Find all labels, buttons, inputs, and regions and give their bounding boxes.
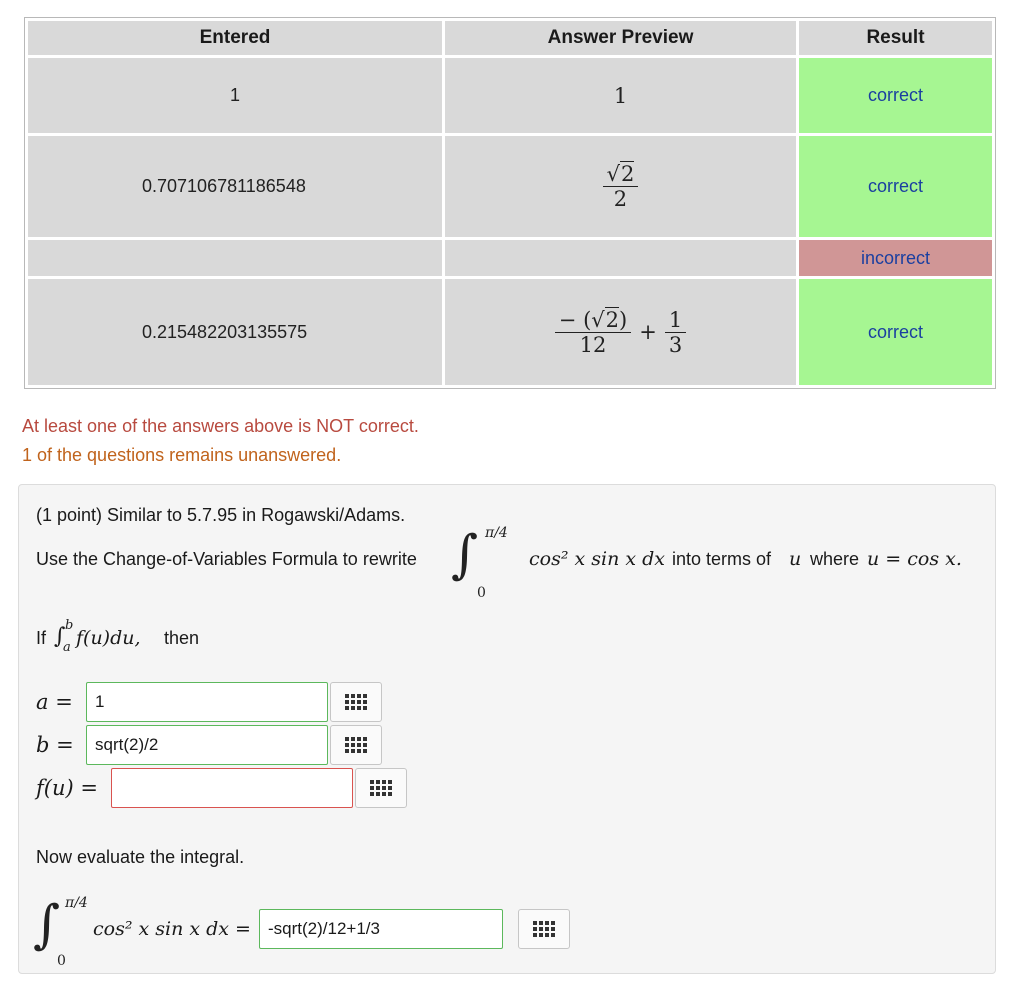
if-label: If bbox=[36, 628, 47, 648]
not-correct-message: At least one of the answers above is NOT correct. bbox=[22, 416, 419, 436]
f-input[interactable] bbox=[111, 768, 353, 808]
final-input[interactable]: -sqrt(2)/12+1/3 bbox=[259, 909, 503, 949]
final-integral-symbol: ∫ bbox=[33, 895, 61, 955]
rewrite-prompt: Use the Change-of-Variables Formula to rewrite bbox=[36, 549, 417, 569]
header-answer-preview: Answer Preview bbox=[445, 21, 796, 55]
b-input[interactable]: sqrt(2)/2 bbox=[86, 725, 328, 765]
if-upper-limit: b bbox=[65, 618, 74, 633]
if-lower-limit: a bbox=[63, 640, 71, 655]
row4-entered: 0.215482203135575 bbox=[28, 279, 442, 385]
keyboard-icon bbox=[345, 737, 367, 753]
answer-f-row bbox=[36, 768, 407, 808]
row2-entered: 0.707106781186548 bbox=[28, 136, 442, 237]
sqrt2-over-2: $\frac{√2}{2}$ bbox=[603, 162, 639, 211]
if-integral-symbol: ∫ bbox=[54, 624, 66, 649]
b-label: b = bbox=[36, 733, 74, 757]
evaluate-prompt: Now evaluate the integral. bbox=[36, 847, 245, 867]
row1-preview: 1 bbox=[445, 58, 796, 133]
integrand: cos² x sin x dx bbox=[529, 548, 665, 570]
lower-limit: 0 bbox=[477, 585, 486, 601]
a-math-keyboard-button[interactable] bbox=[330, 682, 382, 722]
one-third: $\frac{1}{3}$ bbox=[665, 308, 686, 357]
f-label: f(u) = bbox=[36, 776, 98, 800]
answer-b-row bbox=[36, 725, 382, 765]
neg-sqrt2-over-12: $\frac{- (√2)}{12}$ bbox=[555, 308, 631, 357]
keyboard-icon bbox=[370, 780, 392, 796]
problem-panel bbox=[18, 484, 996, 974]
final-answer-row bbox=[259, 909, 570, 949]
header-entered: Entered bbox=[28, 21, 442, 55]
row1-entered: 1 bbox=[28, 58, 442, 133]
row4-preview: $\frac{- (√2)}{12}$ + $\frac{1}{3}$ bbox=[445, 279, 796, 385]
final-integrand: cos² x sin x dx = bbox=[93, 918, 251, 940]
substitution: u = cos x. bbox=[867, 548, 962, 570]
answer-a-row bbox=[36, 682, 382, 722]
into-terms-label: into terms of bbox=[672, 549, 772, 569]
results-table bbox=[24, 17, 996, 389]
row2-result: correct bbox=[799, 136, 992, 237]
b-math-keyboard-button[interactable] bbox=[330, 725, 382, 765]
header-result: Result bbox=[799, 21, 992, 55]
final-math-keyboard-button[interactable] bbox=[518, 909, 570, 949]
a-label: a = bbox=[36, 690, 73, 714]
if-then-label: then bbox=[164, 628, 200, 648]
final-lower-limit: 0 bbox=[57, 953, 66, 969]
a-input[interactable]: 1 bbox=[86, 682, 328, 722]
u-var: u bbox=[789, 548, 802, 570]
upper-limit: π/4 bbox=[485, 525, 508, 541]
row1-result: correct bbox=[799, 58, 992, 133]
f-math-keyboard-button[interactable] bbox=[355, 768, 407, 808]
row4-result: correct bbox=[799, 279, 992, 385]
where-label: where bbox=[810, 549, 860, 569]
final-upper-limit: π/4 bbox=[65, 895, 88, 911]
row3-result: incorrect bbox=[799, 240, 992, 276]
keyboard-icon bbox=[345, 694, 367, 710]
keyboard-icon bbox=[533, 921, 555, 937]
integral-symbol: ∫ bbox=[451, 525, 479, 585]
problem-intro: (1 point) Similar to 5.7.95 in Rogawski/Adams. bbox=[36, 505, 406, 525]
row3-entered bbox=[28, 240, 442, 276]
row3-preview bbox=[445, 240, 796, 276]
unanswered-message: 1 of the questions remains unanswered. bbox=[22, 445, 342, 465]
row2-preview bbox=[445, 136, 796, 237]
if-expression: f(u)du, bbox=[76, 627, 141, 649]
